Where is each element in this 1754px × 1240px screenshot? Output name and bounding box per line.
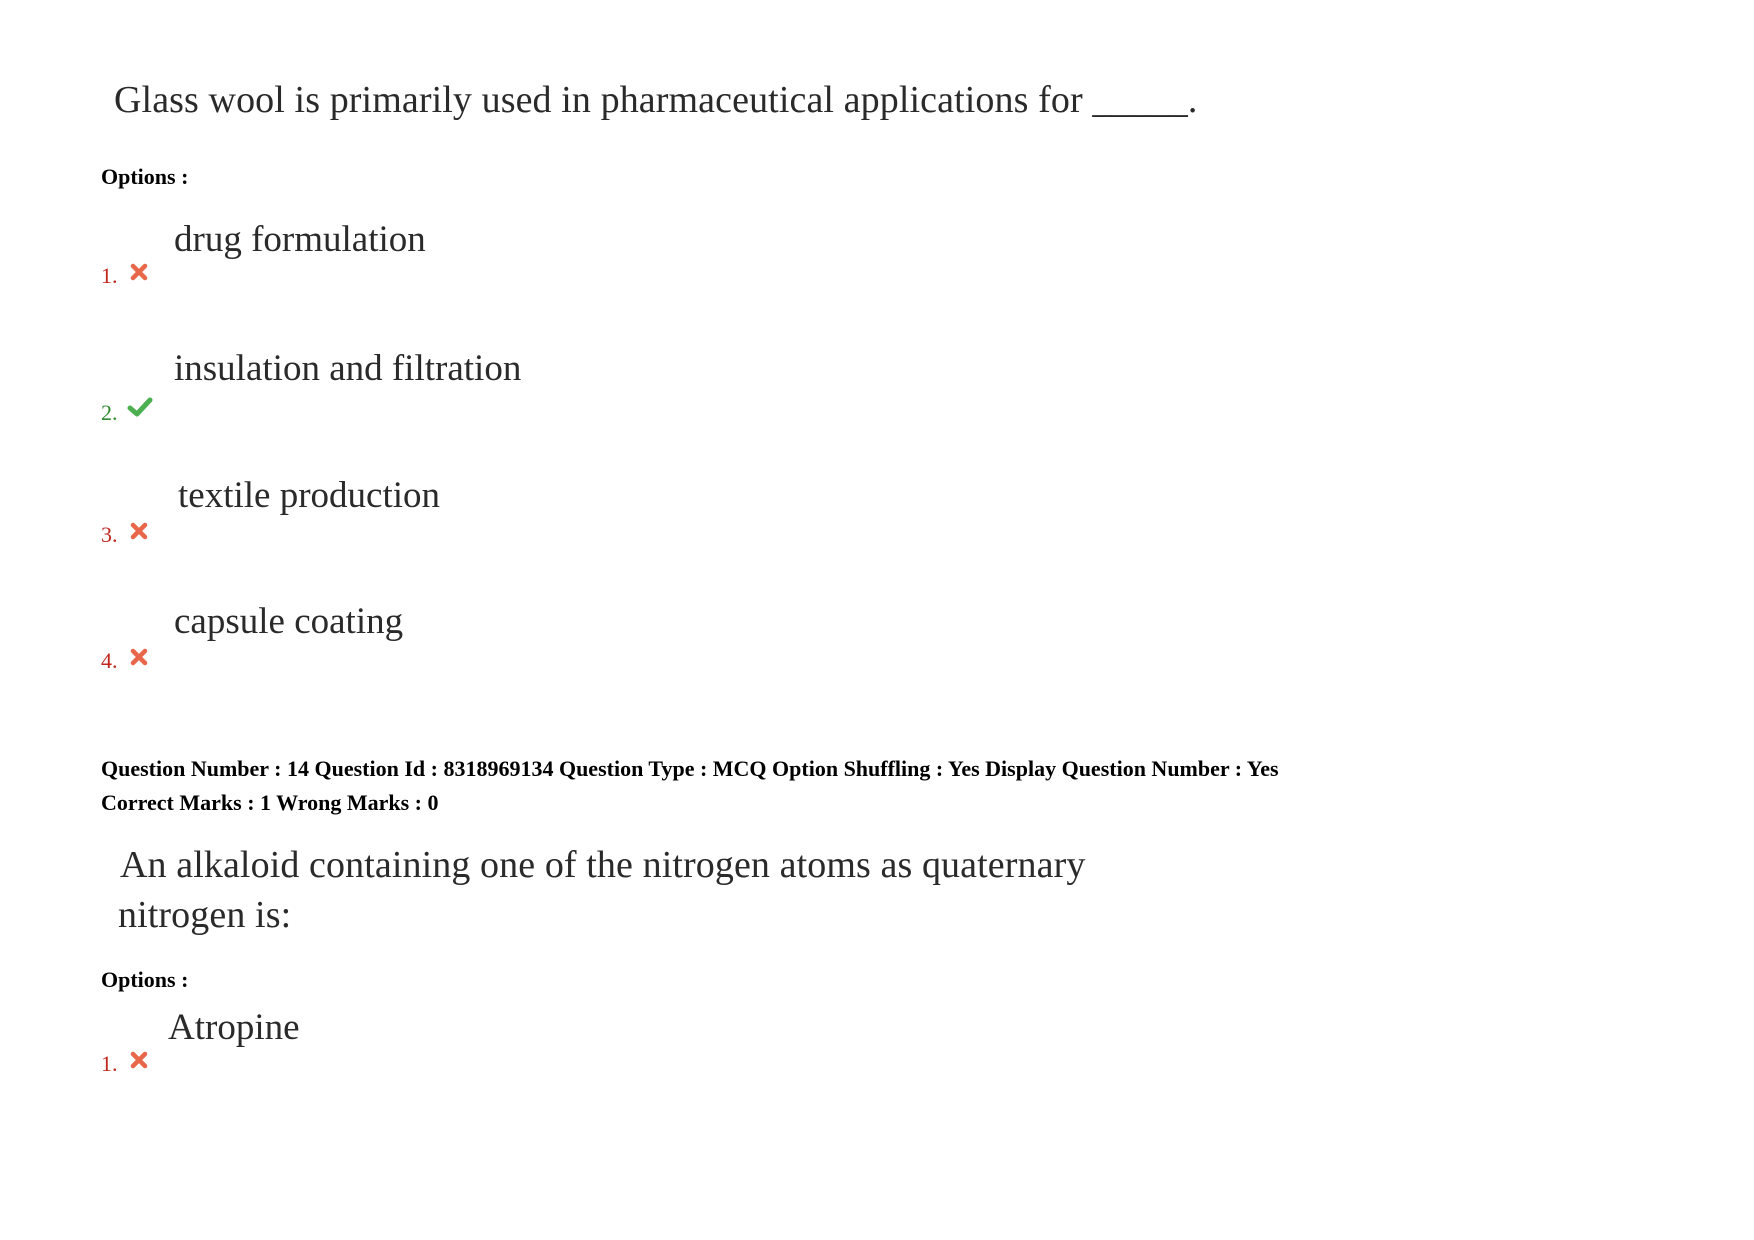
option-text: capsule coating xyxy=(174,601,404,642)
option-number: 3. xyxy=(101,522,118,547)
question-text: Glass wool is primarily used in pharmaceutical applications for _____. xyxy=(114,79,1198,121)
option-number: 1. xyxy=(101,263,118,288)
option-text: Atropine xyxy=(168,1007,300,1048)
question-text: An alkaloid containing one of the nitrogen atoms as quaternary xyxy=(120,844,1086,886)
cross-mark-icon xyxy=(129,1050,149,1070)
option-text: drug formulation xyxy=(174,219,426,260)
marks-meta-line: Correct Marks : 1 Wrong Marks : 0 xyxy=(101,790,439,815)
check-mark-icon xyxy=(127,396,153,418)
question-text-continued: nitrogen is: xyxy=(118,894,292,936)
question-meta-line: Question Number : 14 Question Id : 8318969134 Question Type : MCQ Option Shuffling : Yes Display Question Number : Yes xyxy=(101,756,1279,781)
option-text: insulation and filtration xyxy=(174,348,522,389)
option-number: 2. xyxy=(101,400,118,425)
cross-mark-icon xyxy=(129,647,149,667)
option-text: textile production xyxy=(178,475,441,516)
cross-mark-icon xyxy=(129,262,149,282)
options-label: Options : xyxy=(101,164,189,189)
option-number: 4. xyxy=(101,648,118,673)
option-number: 1. xyxy=(101,1051,118,1076)
options-label: Options : xyxy=(101,967,189,992)
cross-mark-icon xyxy=(129,521,149,541)
